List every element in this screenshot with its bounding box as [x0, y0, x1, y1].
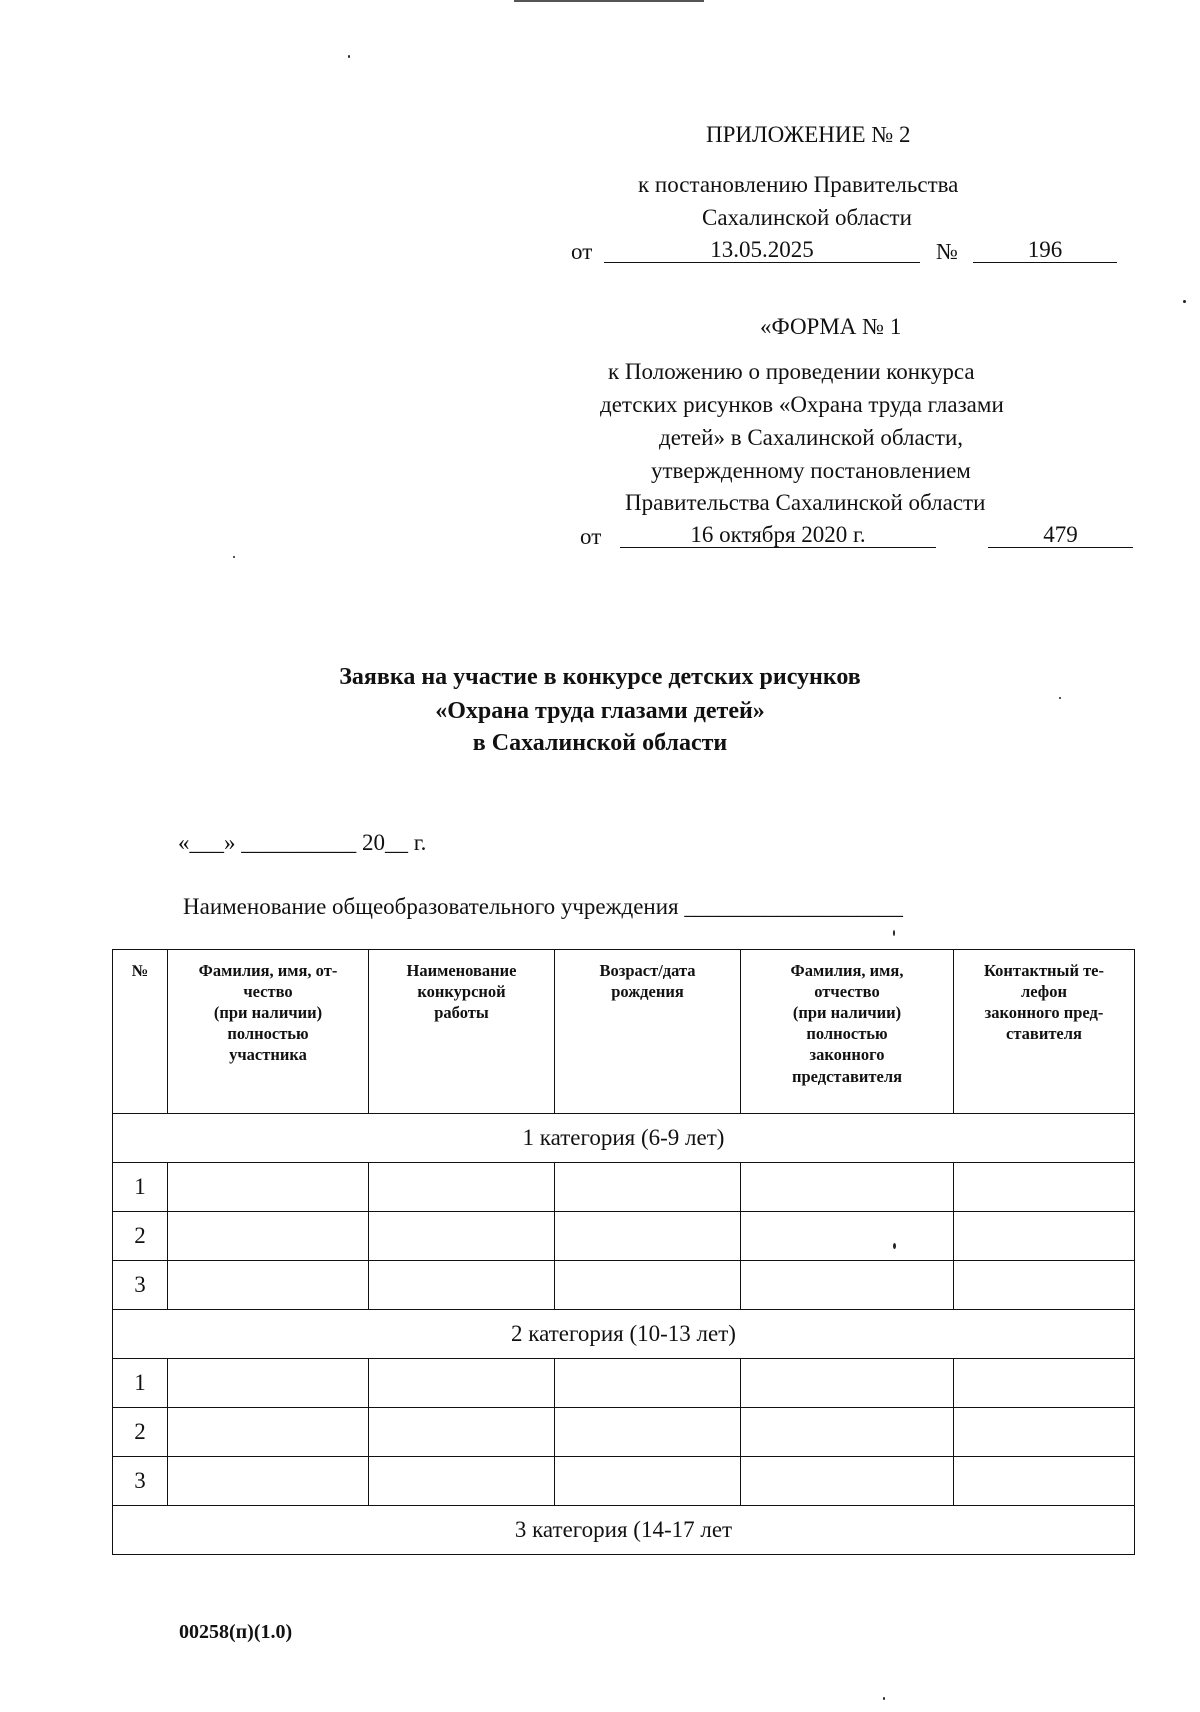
scan-edge-line [514, 0, 704, 2]
column-header-age [555, 950, 741, 1114]
scan-speck [348, 55, 350, 58]
guardian-name-cell[interactable] [741, 1163, 954, 1212]
participant-name-cell[interactable] [168, 1408, 369, 1457]
regulation-reference-line: детей» в Сахалинской области, [659, 425, 963, 450]
resolution-reference-line: Сахалинской области [702, 205, 912, 230]
age-cell[interactable] [555, 1261, 741, 1310]
regulation-reference-line: Правительства Сахалинской области [625, 490, 986, 515]
scan-speck [883, 1697, 885, 1700]
guardian-phone-cell[interactable] [954, 1408, 1135, 1457]
application-title: «Охрана труда глазами детей» [435, 698, 765, 724]
guardian-phone-cell[interactable] [954, 1163, 1135, 1212]
application-date-line: «___» __________ 20__ г. [178, 830, 427, 855]
guardian-phone-cell[interactable] [954, 1212, 1135, 1261]
participant-name-cell[interactable] [168, 1163, 369, 1212]
age-cell[interactable] [555, 1359, 741, 1408]
resolution-reference-line: к постановлению Правительства [638, 172, 959, 197]
table-row [113, 1359, 1135, 1408]
regulation-number [988, 523, 1133, 548]
regulation-reference-line: к Положению о проведении конкурса [608, 359, 975, 384]
scan-speck [1183, 300, 1186, 303]
table-row [113, 1212, 1135, 1261]
table-row [113, 1261, 1135, 1310]
regulation-date [620, 523, 936, 548]
participant-name-cell[interactable] [168, 1359, 369, 1408]
work-title-cell[interactable] [369, 1359, 555, 1408]
row-number: 1 [113, 1359, 168, 1408]
category-label: 1 категория (6-9 лет) [113, 1114, 1135, 1163]
category-label: 2 категория (10-13 лет) [113, 1310, 1135, 1359]
work-title-cell[interactable] [369, 1261, 555, 1310]
date-prefix-label: от [580, 524, 602, 549]
header-text: № [131, 961, 149, 980]
regulation-reference-line: утвержденному постановлением [651, 458, 971, 483]
guardian-phone-cell[interactable] [954, 1261, 1135, 1310]
table-header-row [113, 950, 1135, 1114]
guardian-name-cell[interactable] [741, 1212, 954, 1261]
work-title-cell[interactable] [369, 1457, 555, 1506]
resolution-date-value: 13.05.2025 [710, 237, 814, 262]
header-text: Возраст/дата рождения [599, 961, 696, 1002]
guardian-phone-cell[interactable] [954, 1457, 1135, 1506]
row-number: 3 [113, 1261, 168, 1310]
scan-speck [893, 930, 895, 936]
regulation-date-value: 16 октября 2020 г. [690, 522, 866, 547]
age-cell[interactable] [555, 1163, 741, 1212]
date-prefix-label: от [571, 239, 593, 264]
work-title-cell[interactable] [369, 1212, 555, 1261]
row-number: 1 [113, 1163, 168, 1212]
category-label: 3 категория (14-17 лет [113, 1506, 1135, 1555]
regulation-number-value: 479 [1043, 522, 1078, 547]
category-row [113, 1310, 1135, 1359]
resolution-number [973, 238, 1117, 263]
guardian-name-cell[interactable] [741, 1261, 954, 1310]
column-header-guardian-phone [954, 950, 1135, 1114]
header-text: Фамилия, имя, отчество (при наличии) полностью законного представителя [790, 961, 904, 1086]
guardian-phone-cell[interactable] [954, 1359, 1135, 1408]
header-text: Наименование конкурсной работы [406, 961, 517, 1023]
application-title: в Сахалинской области [472, 730, 728, 756]
participants-table [112, 949, 1135, 1555]
age-cell[interactable] [555, 1408, 741, 1457]
row-number: 2 [113, 1212, 168, 1261]
application-title: Заявка на участие в конкурсе детских рисунков [339, 664, 861, 690]
column-header-number [113, 950, 168, 1114]
number-sign: № [936, 239, 958, 264]
column-header-guardian-name [741, 950, 954, 1114]
work-title-cell[interactable] [369, 1163, 555, 1212]
document-code: 00258(п)(1.0) [179, 1621, 293, 1643]
table-row [113, 1163, 1135, 1212]
work-title-cell[interactable] [369, 1408, 555, 1457]
age-cell[interactable] [555, 1457, 741, 1506]
scan-speck [893, 1243, 896, 1249]
category-row [113, 1114, 1135, 1163]
participant-name-cell[interactable] [168, 1261, 369, 1310]
guardian-name-cell[interactable] [741, 1408, 954, 1457]
guardian-name-cell[interactable] [741, 1457, 954, 1506]
header-text: Фамилия, имя, от- чество (при наличии) полностью участника [198, 961, 338, 1065]
row-number: 3 [113, 1457, 168, 1506]
column-header-participant-name [168, 950, 369, 1114]
category-row [113, 1506, 1135, 1555]
table-row [113, 1408, 1135, 1457]
column-header-work-title [369, 950, 555, 1114]
school-name-line: Наименование общеобразовательного учреждения ___________________ [183, 894, 903, 919]
resolution-number-value: 196 [1027, 237, 1063, 262]
row-number: 2 [113, 1408, 168, 1457]
table-row [113, 1457, 1135, 1506]
scan-speck [1059, 697, 1061, 699]
guardian-name-cell[interactable] [741, 1359, 954, 1408]
header-text: Контактный те- лефон законного пред- ставителя [983, 961, 1104, 1044]
scan-speck [233, 556, 235, 558]
regulation-reference-line: детских рисунков «Охрана труда глазами [600, 392, 1004, 417]
participant-name-cell[interactable] [168, 1212, 369, 1261]
age-cell[interactable] [555, 1212, 741, 1261]
resolution-date [604, 238, 920, 263]
form-title: «ФОРМА № 1 [760, 314, 902, 339]
participant-name-cell[interactable] [168, 1457, 369, 1506]
appendix-title: ПРИЛОЖЕНИЕ № 2 [706, 122, 911, 147]
